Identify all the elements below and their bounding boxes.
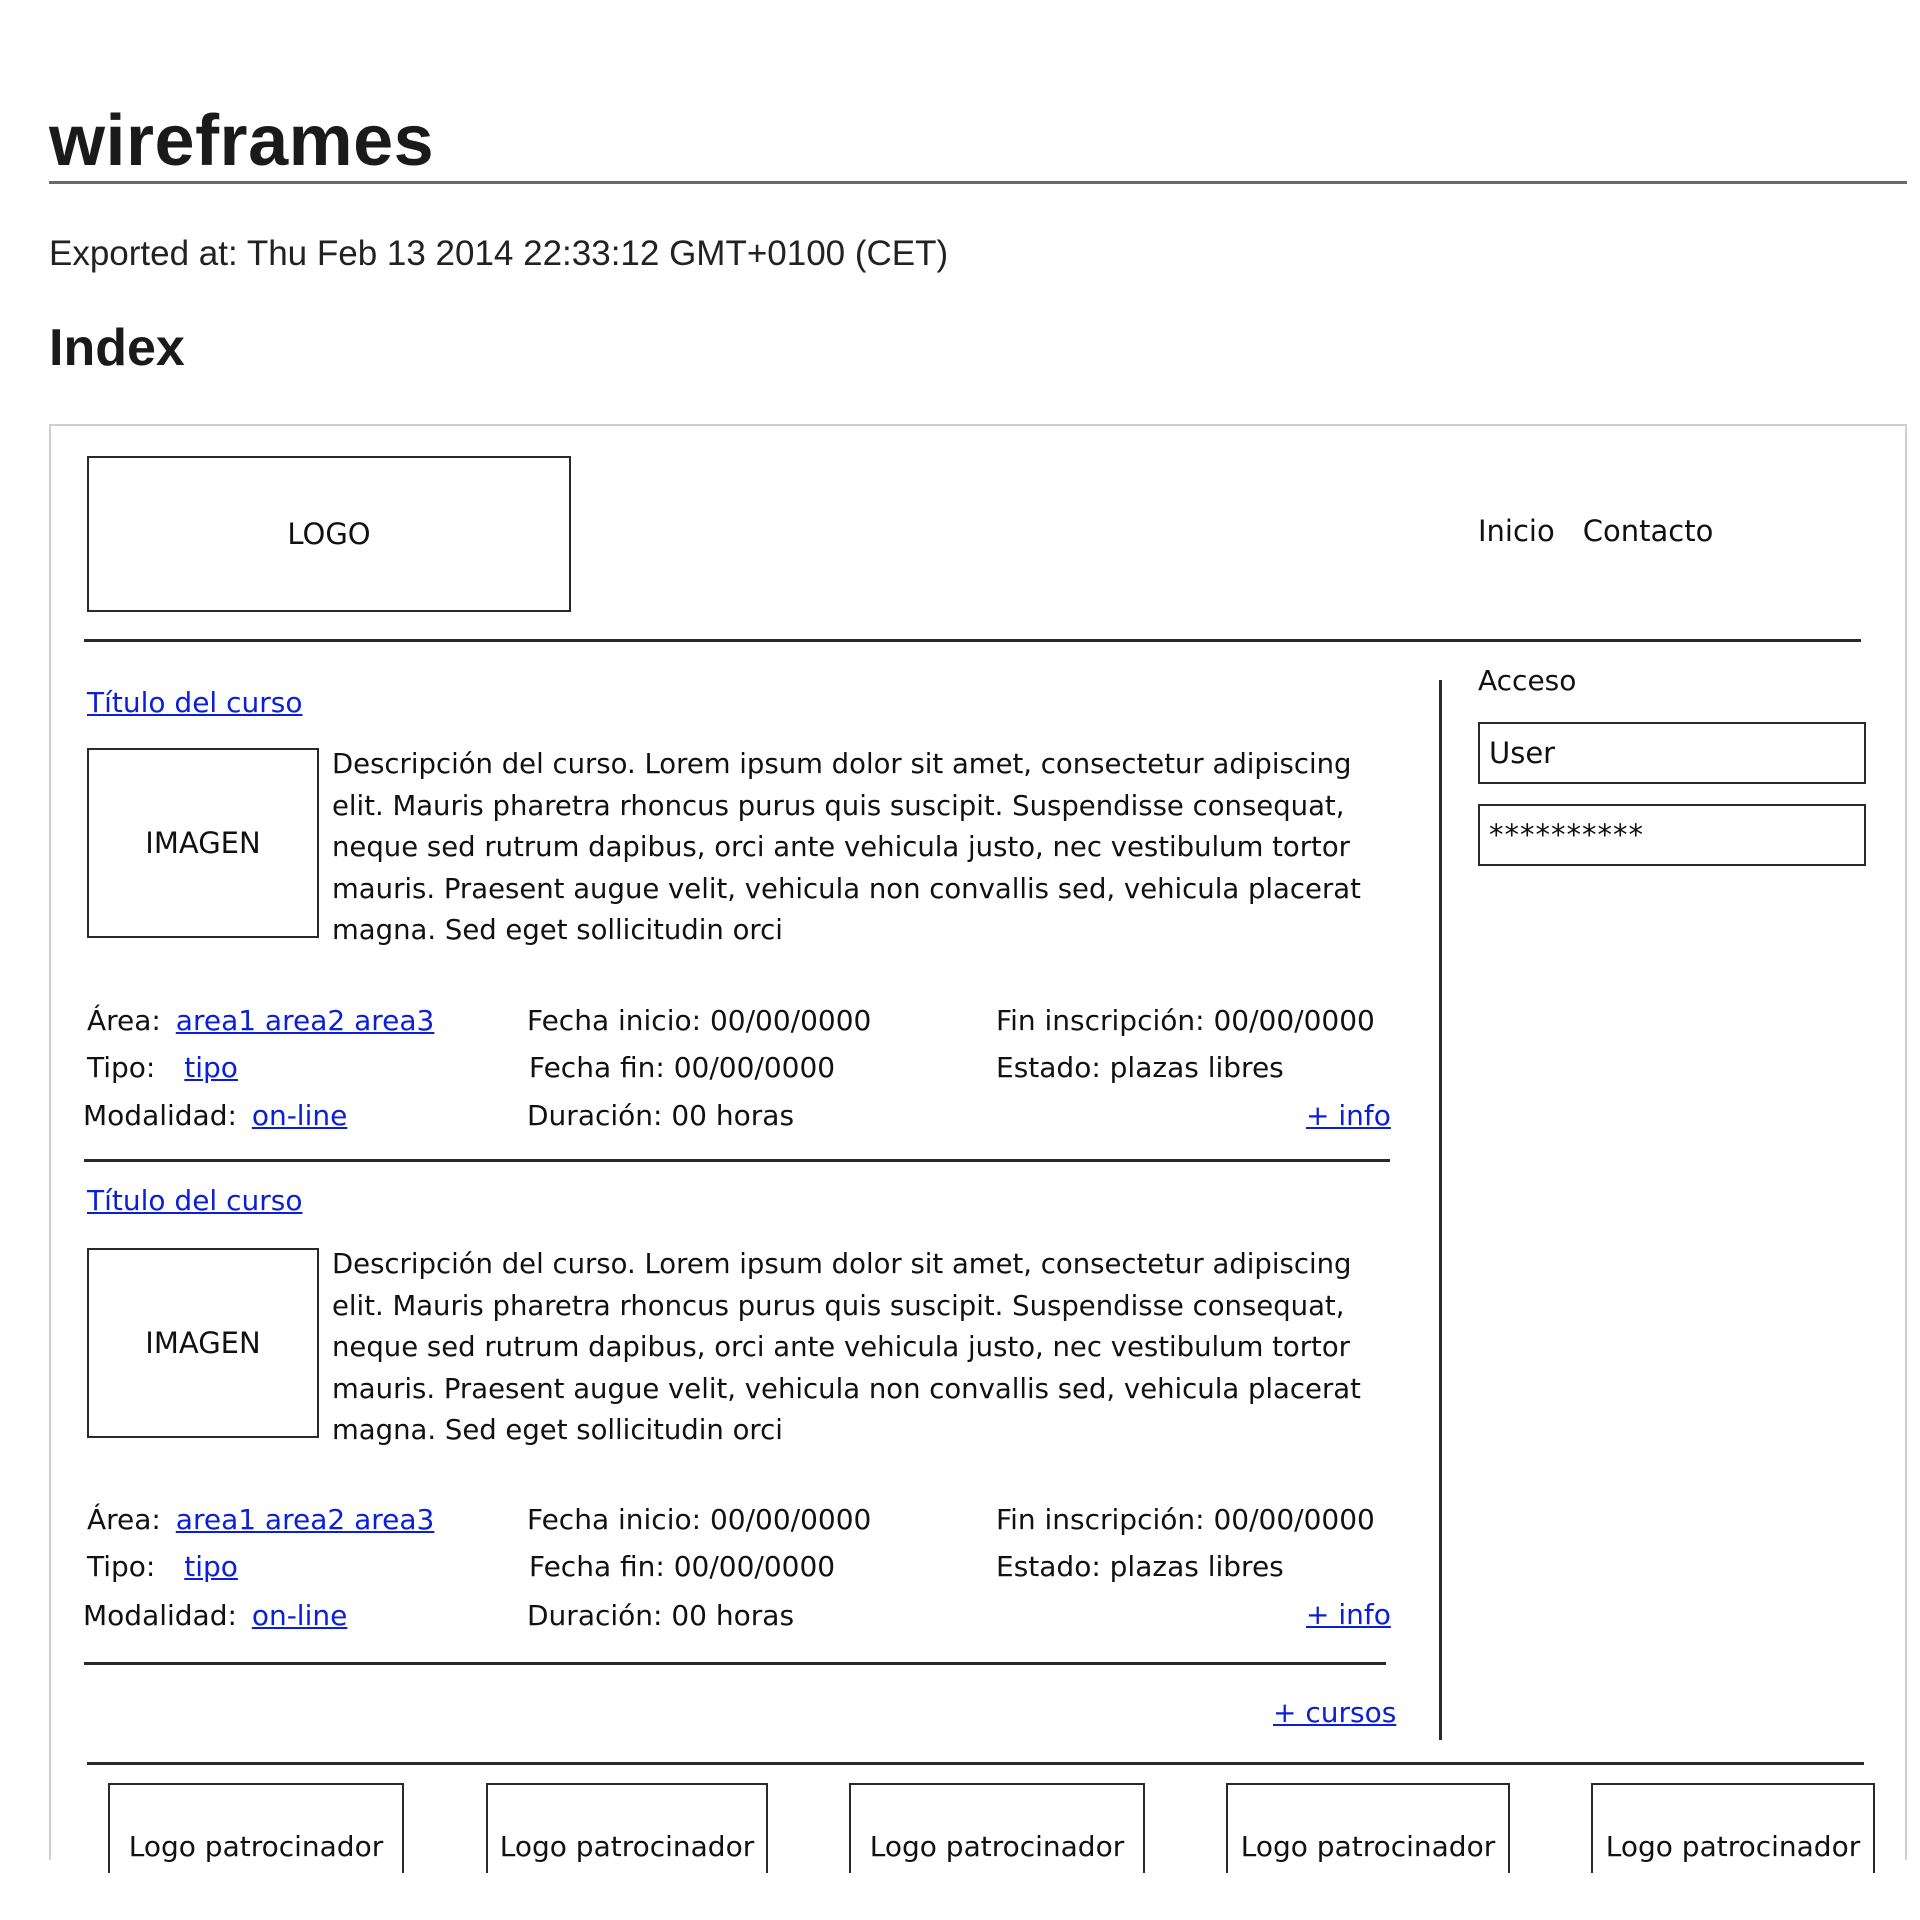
more-courses-link[interactable]: + cursos xyxy=(1273,1696,1397,1729)
tipo-link[interactable]: tipo xyxy=(184,1550,238,1583)
tipo-link[interactable]: tipo xyxy=(184,1051,238,1084)
sidebar-divider xyxy=(1439,680,1442,1740)
course-image-placeholder xyxy=(87,1248,319,1438)
sponsor-label: Logo patrocinador xyxy=(869,1830,1125,1863)
fin-inscripcion: Fin inscripción: 00/00/0000 xyxy=(996,1503,1375,1536)
sponsor-logo[interactable] xyxy=(486,1783,768,1873)
course-area-row xyxy=(87,1004,434,1037)
footer-divider xyxy=(87,1762,1864,1765)
modalidad-link[interactable]: on-line xyxy=(251,1099,348,1132)
login-heading: Acceso xyxy=(1478,664,1577,697)
course-tipo-row xyxy=(87,1550,238,1583)
course-title-link[interactable]: Título del curso xyxy=(87,686,303,719)
header-divider xyxy=(84,639,1861,642)
more-info-link[interactable]: + info xyxy=(1306,1598,1391,1631)
course-image-label: IMAGEN xyxy=(145,1326,261,1360)
fecha-inicio: Fecha inicio: 00/00/0000 xyxy=(527,1503,872,1536)
area-label: Área: xyxy=(87,1004,161,1037)
username-value: User xyxy=(1489,736,1556,770)
sponsor-logo[interactable] xyxy=(1226,1783,1510,1873)
area-links[interactable]: area1 area2 area3 xyxy=(175,1503,435,1536)
course-image-label: IMAGEN xyxy=(145,826,261,860)
sponsor-label: Logo patrocinador xyxy=(499,1830,755,1863)
document-title: wireframes xyxy=(49,101,435,181)
sponsor-logo[interactable] xyxy=(1591,1783,1875,1873)
title-divider xyxy=(49,181,1907,184)
modalidad-link[interactable]: on-line xyxy=(251,1599,348,1632)
estado: Estado: plazas libres xyxy=(996,1550,1284,1583)
course-description: Descripción del curso. Lorem ipsum dolor sit amet, consectetur adipiscing elit. Mauris pharetra rhoncus purus quis suscipit. Suspendisse consequat, neque sed rutrum dapibus, orci ante vehicula justo, nec vestibulum tortor mauris. Praesent augue velit, vehicula non convallis sed, vehicula placerat magna. Sed eget sollicitudin orci xyxy=(332,748,1361,946)
estado: Estado: plazas libres xyxy=(996,1051,1284,1084)
sponsor-logo[interactable] xyxy=(108,1783,404,1873)
course-modalidad-row xyxy=(83,1599,347,1632)
nav-item-contacto[interactable]: Contacto xyxy=(1582,514,1714,548)
area-label: Área: xyxy=(87,1503,161,1536)
course-title-link[interactable]: Título del curso xyxy=(87,1184,303,1217)
fecha-fin: Fecha fin: 00/00/0000 xyxy=(529,1550,836,1583)
tipo-label: Tipo: xyxy=(87,1550,156,1583)
username-input[interactable] xyxy=(1478,722,1866,784)
fecha-fin: Fecha fin: 00/00/0000 xyxy=(529,1051,836,1084)
modalidad-label: Modalidad: xyxy=(83,1099,237,1132)
course-tipo-row xyxy=(87,1051,238,1084)
sponsor-label: Logo patrocinador xyxy=(1605,1830,1861,1863)
duracion: Duración: 00 horas xyxy=(527,1099,795,1132)
main-nav xyxy=(1478,514,1741,548)
export-timestamp: Exported at: Thu Feb 13 2014 22:33:12 GMT+0100 (CET) xyxy=(49,234,949,273)
duracion: Duración: 00 horas xyxy=(527,1599,795,1632)
area-links[interactable]: area1 area2 area3 xyxy=(175,1004,435,1037)
course-divider xyxy=(84,1159,1390,1162)
course-area-row xyxy=(87,1503,434,1536)
password-input[interactable] xyxy=(1478,804,1866,866)
modalidad-label: Modalidad: xyxy=(83,1599,237,1632)
wireframe-canvas xyxy=(49,424,1907,1863)
more-info-link[interactable]: + info xyxy=(1306,1099,1391,1132)
course-image-placeholder xyxy=(87,748,319,938)
nav-item-inicio[interactable]: Inicio xyxy=(1478,514,1555,548)
password-value: ********** xyxy=(1489,818,1644,852)
course-modalidad-row xyxy=(83,1099,347,1132)
logo-label: LOGO xyxy=(287,517,371,551)
sponsor-label: Logo patrocinador xyxy=(128,1830,384,1863)
course-divider xyxy=(84,1662,1386,1665)
fecha-inicio: Fecha inicio: 00/00/0000 xyxy=(527,1004,872,1037)
tipo-label: Tipo: xyxy=(87,1051,156,1084)
course-description: Descripción del curso. Lorem ipsum dolor sit amet, consectetur adipiscing elit. Mauris pharetra rhoncus purus quis suscipit. Suspendisse consequat, neque sed rutrum dapibus, orci ante vehicula justo, nec vestibulum tortor mauris. Praesent augue velit, vehicula non convallis sed, vehicula placerat magna. Sed eget sollicitudin orci xyxy=(332,1248,1361,1446)
section-title: Index xyxy=(49,319,185,377)
fin-inscripcion: Fin inscripción: 00/00/0000 xyxy=(996,1004,1375,1037)
sponsor-logo[interactable] xyxy=(849,1783,1145,1873)
sponsor-label: Logo patrocinador xyxy=(1240,1830,1496,1863)
logo-placeholder[interactable] xyxy=(87,456,571,612)
